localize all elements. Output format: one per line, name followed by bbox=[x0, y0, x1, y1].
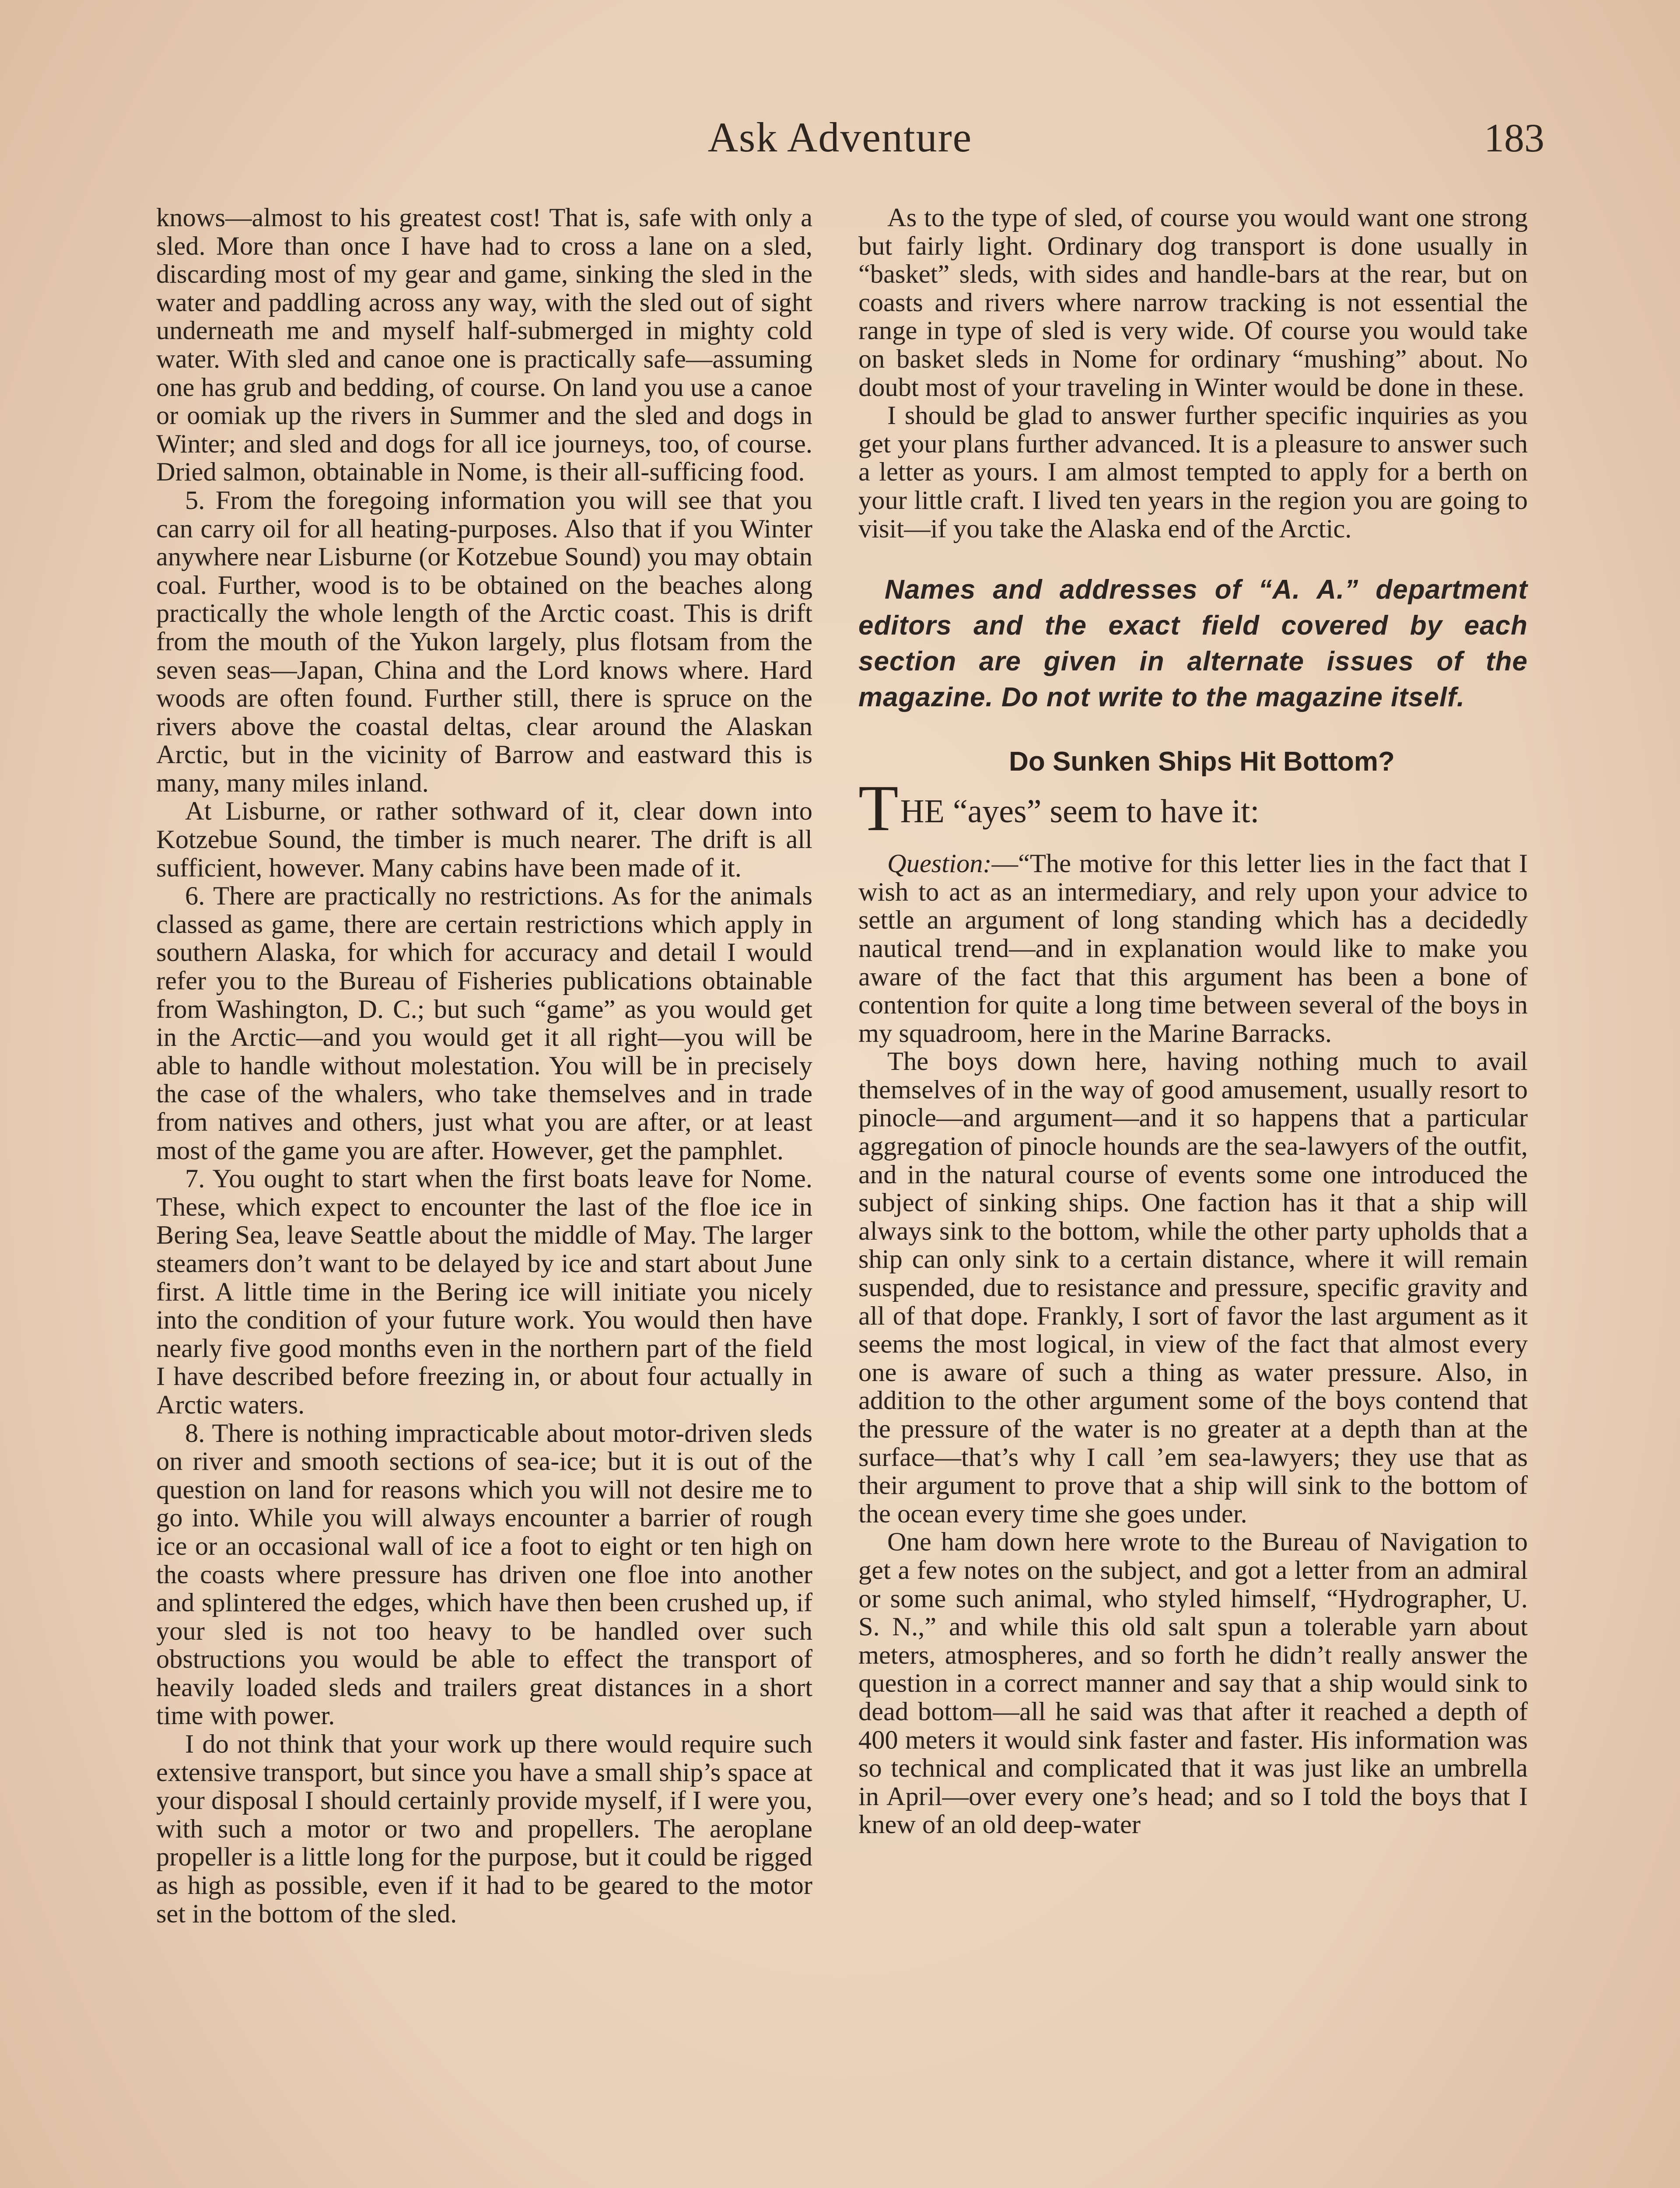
body-paragraph: 8. There is nothing impracticable about motor-driven sleds on river and smooth sections of sea-ice; but it is out of the question on land for reasons which you will not desire me to go into. While you will always encounter a barrier of rough ice or an occasional wall of ice a foot to eight or ten high on the coasts where pressure has driven one floe into another and splintered the edges, which have then been crushed up, if your sled is not too heavy to be handled over such obstructions you would be able to effect the transport of heavily loaded sleds and trailers great distances in a short time with power. bbox=[156, 1418, 812, 1731]
body-paragraph: The boys down here, having nothing much to avail themselves of in the way of good amusement, usually resort to pinocle—and argument—and it so happens that a particular aggregation of pinocle hounds are the sea-lawyers of the outfit, and in the natural course of events some one introduced the subject of sinking ships. One faction has it that a ship will always sink to the bottom, while the other party upholds that a ship can only sink to a certain distance, where it will remain suspended, due to resistance and pressure, specific gravity and all of that dope. Frankly, I sort of favor the last argument as it seems the most logical, in view of the fact that almost every one is aware of such a thing as water pressure. Also, in addition to the other argument some of the boys contend that the pressure of the water is no greater at a depth than at the surface—that’s why I call ’em sea-lawyers; they use that as their argument to prove that a ship will sink to the bottom of the ocean every time she goes under. bbox=[858, 1047, 1528, 1529]
page-header bbox=[0, 0, 1680, 175]
body-paragraph: As to the type of sled, of course you would want one strong but fairly light. Ordinary dog transport is done usually in “basket” sleds, with sides and handle-bars at the rear, but on coasts and rivers where narrow tracking is not essential the range in type of sled is very wide. Of course you would take on basket sleds in Nome for ordinary “mushing” about. No doubt most of your traveling in Winter would be done in these. bbox=[858, 203, 1528, 402]
page-number: 183 bbox=[1484, 116, 1544, 160]
body-paragraph: 5. From the foregoing information you will see that you can carry oil for all heating-purposes. Also that if you Winter anywhere near Lisburne (or Kotzebue Sound) you may obtain coal. Further, wood is to be obtained on the beaches along practically the whole length of the Arctic coast. This is drift from the mouth of the Yukon largely, plus flotsam from the seven seas—Japan, China and the Lord knows where. Hard woods are often found. Further still, there is spruce on the rivers above the coastal deltas, clear around the Alaskan Arctic, but in the vicinity of Barrow and eastward this is many, many miles inland. bbox=[156, 485, 812, 798]
body-paragraph: One ham down here wrote to the Bureau of Navigation to get a few notes on the subject, and got a letter from an admiral or some such animal, who styled himself, “Hydrographer, U. S. N.,” and while this old salt spun a tolerable yarn about meters, atmospheres, and so forth he didn’t really answer the question in a correct manner and say that a ship would sink to dead bottom—all he said was that after it reached a depth of 400 meters it would sink faster and faster. His information was so technical and complicated that it was just like an umbrella in April—over every one’s head; and so I told the boys that I knew of an old deep-water bbox=[858, 1527, 1528, 1840]
question-label: Question: bbox=[887, 849, 992, 879]
right-column bbox=[858, 204, 1528, 1839]
lead-text: HE “ayes” seem to have it: bbox=[900, 793, 1260, 830]
editorial-notice: Names and addresses of “A. A.” department editors and the exact field covered by each section are given in alternate issues of the magazine. Do not write to the magazine itself. bbox=[858, 575, 1528, 713]
running-head: Ask Adventure bbox=[707, 114, 973, 161]
lead-line bbox=[858, 772, 1528, 845]
body-paragraph: knows—almost to his greatest cost! That is, safe with only a sled. More than once I have had to cross a lane on a sled, discarding most of my gear and game, sinking the sled in the water and paddling across any way, with the sled out of sight underneath me and myself half-submerged in mighty cold water. With sled and canoe one is practically safe—assuming one has grub and bedding, of course. On land you use a canoe or oomiak up the rivers in Summer and the sled and dogs in Winter; and sled and dogs for all ice journeys, too, of course. Dried salmon, obtainable in Nome, is their all-sufficing food. bbox=[156, 203, 812, 487]
body-paragraph: At Lisburne, or rather sothward of it, clear down into Kotzebue Sound, the timber is much nearer. The drift is all sufficient, however. Many cabins have been made of it. bbox=[156, 796, 812, 883]
question-paragraph bbox=[858, 850, 1528, 1048]
section-title: Do Sunken Ships Hit Bottom? bbox=[1009, 747, 1395, 777]
drop-cap: T bbox=[858, 772, 899, 845]
body-paragraph: I should be glad to answer further specific inquiries as you get your plans further advanced. It is a pleasure to answer such a letter as yours. I am almost tempted to apply for a berth on your little craft. I lived ten years in the region you are going to visit—if you take the Alaska end of the Arctic. bbox=[858, 401, 1528, 543]
body-paragraph: I do not think that your work up there would require such extensive transport, but since you have a small ship’s space at your disposal I should certainly provide myself, if I were you, with such a motor or two and propellers. The aeroplane propeller is a little long for the purpose, but it could be rigged as high as possible, even if it had to be geared to the motor set in the bottom of the sled. bbox=[156, 1729, 812, 1929]
body-paragraph: 6. There are practically no restrictions. As for the animals classed as game, there are certain restrictions which apply in southern Alaska, for which for accuracy and detail I would refer you to the Bureau of Fisheries publications obtainable from Washington, D. C.; but such “game” as you would get in the Arctic—and you would get it all right—you will be able to handle without molestation. You will be in precisely the case of the whalers, who take themselves and in trade from natives and others, just what you are after, or at least most of the game you are after. However, get the pamphlet. bbox=[156, 881, 812, 1165]
question-text: —“The motive for this letter lies in the fact that I wish to act as an intermediary, and rely upon your advice to settle an argument of long standing which has a decidedly nautical trend—and in explanation would like to make you aware of the fact that this argument has been a bone of contention for quite a long time between several of the boys in my squadroom, here in the Marine Barracks. bbox=[858, 849, 1528, 1048]
body-paragraph: 7. You ought to start when the first boats leave for Nome. These, which expect to encounter the last of the floe ice in Bering Sea, leave Seattle about the middle of May. The larger steamers don’t want to be delayed by ice and start about June first. A little time in the Bering ice will initiate you nicely into the condition of your future work. You would then have nearly five good months even in the northern part of the field I have described before freezing in, or about four actually in Arctic waters. bbox=[156, 1164, 812, 1420]
left-column bbox=[156, 204, 812, 1928]
